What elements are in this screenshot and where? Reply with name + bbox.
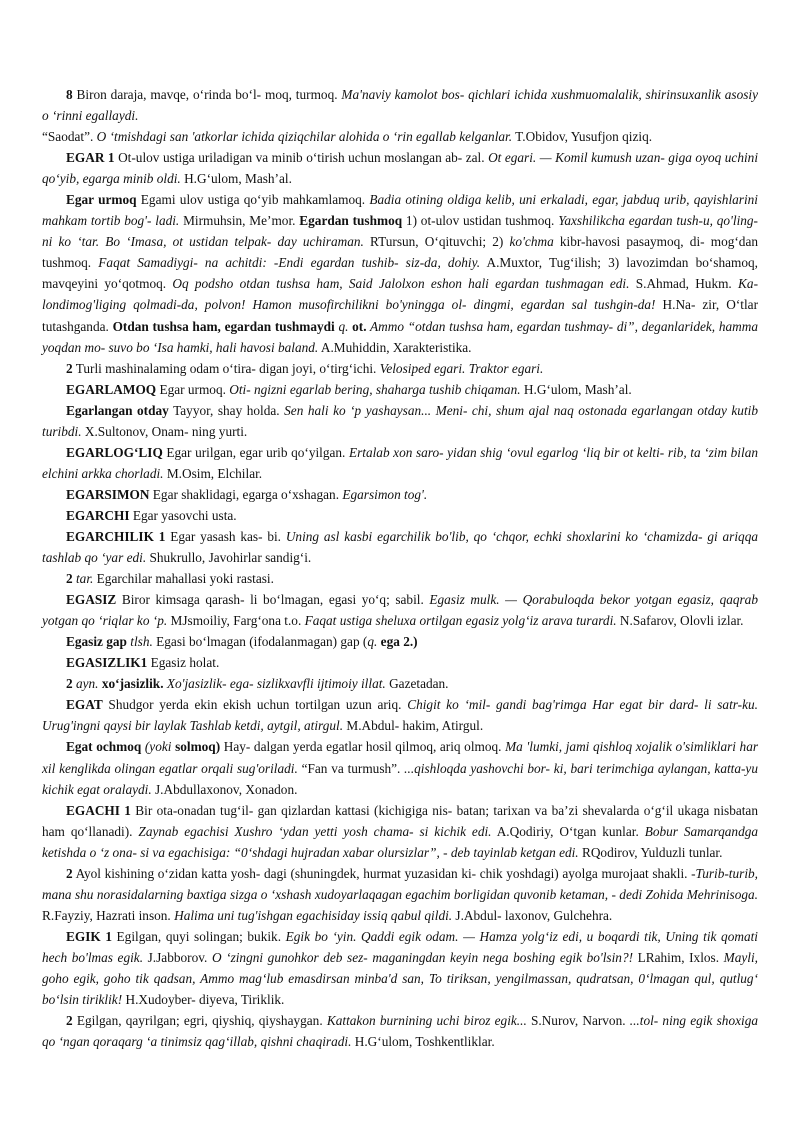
dictionary-entry	[42, 1010, 758, 1052]
example-text: Egasiz mulk. — Qorabuloqda bekor yotgan egasiz, qaqrab yotgan qo ‘riqlar ko ‘p.	[42, 592, 758, 629]
headword: Egasiz gap	[66, 634, 127, 650]
definition-text: RQodirov, Yulduzli tunlar.	[578, 844, 723, 860]
definition-text: Ot-ulov ustiga uriladigan va minib o‘tirish uchun moslangan ab- zal.	[114, 150, 489, 166]
headword: 2	[66, 1013, 73, 1029]
example-text: Oq podsho otdan tushsa ham, Said Jalolxon eshon hali egardan tushmagan edi.	[172, 276, 630, 292]
example-text: Badia otining oldiga kelib, uni erkaladi, egar, jabduq urib, qayishlarini mahkam tortib bog'- ladi.	[42, 192, 758, 229]
definition-text: MJsmoiliy, Farg‘ona t.o.	[167, 613, 305, 629]
example-text: (yoki	[141, 739, 172, 755]
definition-text: Egilgan, qayrilgan; egri, qiyshiq, qiyshaygan.	[72, 1013, 327, 1029]
dictionary-entry	[42, 400, 758, 442]
definition-text: N.Safarov, Olovli izlar.	[616, 613, 744, 629]
dictionary-entry	[42, 589, 758, 631]
definition-text: Egasi bo‘lmagan (ifodalanmagan) gap (	[152, 634, 368, 650]
example-text: Bobur Samarqandga ketishda o ‘z ona- si va egachisiga: “0‘shdagi hujradan xabar olursizlar”, - deb tayinlab ketgan edi.	[42, 823, 759, 860]
definition-text: S.Nurov, Narvon.	[526, 1013, 630, 1029]
headword: solmoq)	[175, 739, 221, 755]
definition-text: RTursun, O‘qituvchi; 2)	[363, 234, 510, 250]
example-text: Zaynab egachisi Xushro ‘ydan yetti yosh chama- si kichik edi.	[138, 823, 492, 839]
definition-text: Egarchilar mahallasi yoki rastasi.	[93, 571, 274, 587]
example-text: ayn.	[72, 676, 99, 692]
definition-text: Egasiz holat.	[147, 655, 220, 671]
definition-text: X.Sultonov, Onam- ning yurti.	[81, 423, 248, 439]
definition-text: Egar yasovchi usta.	[129, 507, 237, 523]
definition-text: Egami ulov ustiga qo‘yib mahkamlamoq.	[136, 192, 370, 208]
example-text: Oti- ngizni egarlab bering, shaharga tushib chiqaman.	[229, 381, 521, 397]
example-text: tar.	[72, 571, 94, 587]
example-text: ko'chma	[509, 234, 554, 250]
example-text: Velosiped egari. Traktor egari.	[379, 360, 544, 376]
example-text: Egik bo ‘yin. Qaddi egik odam. — Hamza yolg‘iz edi, u boqardi tik, Uning tik qomati hech bo'lmas egik.	[42, 928, 758, 965]
example-text: Ma 'lumki, jami qishloq xojalik o'simliklari har xil kenglikda olingan egatlar orqali sug'oriladi.	[42, 739, 759, 776]
definition-text: H.G‘ulom, Mash’al.	[180, 171, 292, 187]
headword: Egarlangan otday	[66, 402, 169, 418]
definition-text: kibr-havosi pasaymoq, di- mog‘dan tushmoq.	[42, 234, 759, 271]
headword: 2	[66, 865, 73, 881]
definition-text: Egilgan, quyi solingan; bukik.	[111, 928, 286, 944]
definition-text: S.Ahmad, Hukm.	[629, 276, 739, 292]
definition-text: Turli mashinalaming odam o‘tira- digan joyi, o‘tirg‘ichi.	[72, 360, 380, 376]
headword: EGARCHILIK 1	[66, 528, 166, 544]
definition-text: Biror kimsaga qarash- li bo‘lmagan, egasi yo‘q; sabil.	[116, 592, 430, 608]
dictionary-entry	[42, 505, 758, 526]
example-text: -Turib-turib, mana shu norasidalarning baxtiga sizga o ‘xshash xudoyarlaqagan egachim borligidan quvonib ketaman, - dedi Zohida Mehrinisoga.	[42, 865, 758, 902]
headword: EGARLOG‘LIQ	[66, 444, 163, 460]
definition-text: Gazetadan.	[385, 676, 449, 692]
headword: EGARCHI	[66, 507, 130, 523]
definition-text: Egar shaklidagi, egarga o‘xshagan.	[149, 486, 343, 502]
dictionary-entry	[42, 673, 758, 694]
definition-text: “Saodat”.	[42, 129, 97, 145]
headword: EGASIZLIK1	[66, 655, 148, 671]
definition-text: Egar urmoq.	[156, 381, 230, 397]
dictionary-entry	[42, 147, 758, 189]
headword: EGASIZ	[66, 592, 117, 608]
headword: Otdan tushsa ham, egardan tushmaydi	[112, 318, 335, 334]
definition-text: A.Qodiriy, O‘tgan kunlar.	[491, 823, 645, 839]
example-text: q.	[367, 634, 378, 650]
definition-text: J.Abdullaxonov, Xonadon.	[151, 781, 298, 797]
example-text: Ma'naviy kamolot bos- qichlari ichida xushmuomalalik, shirinsuxanlik asosiy o ‘rinni egallaydi.	[42, 87, 758, 124]
definition-text: Tayyor, shay holda.	[168, 402, 285, 418]
example-text: tlsh.	[126, 634, 153, 650]
dictionary-entry	[42, 126, 758, 147]
headword: ega 2.)	[380, 634, 418, 650]
dictionary-entry	[42, 652, 758, 673]
dictionary-entry	[42, 694, 758, 736]
example-text: Faqat Samadiygi- na achitdi: -Endi egardan tushib- siz-da, dohiy.	[98, 255, 481, 271]
example-text: Ertalab xon saro- yidan shig ‘ovul egarlog ‘liq bir ot kelti- rib, ta ‘zim bilan elchini arkka chorladi.	[42, 444, 758, 481]
headword: Egat ochmoq	[66, 739, 142, 755]
dictionary-entry	[42, 84, 758, 126]
example-text: O ‘tmishdagi san 'atkorlar ichida qiziqchilar alohida o ‘rin egallab kelganlar.	[96, 129, 513, 145]
dictionary-entry	[42, 736, 758, 799]
headword: ot.	[352, 318, 367, 334]
headword: 8	[66, 87, 77, 102]
example-text: Mayli, goho egik, goho tik qadsan, Ammo mag‘lub emasdirsan minba'd san, To tiriksan, yengilmassan, qudratsan, 0‘lmagan qul, qutlug‘ bo‘lsin tiriklik!	[42, 949, 758, 1008]
headword: xo‘jasizlik.	[101, 676, 164, 692]
dictionary-entry	[42, 631, 758, 652]
definition-text: H.G‘ulom, Toshkentliklar.	[351, 1034, 495, 1050]
dictionary-entry	[42, 568, 758, 589]
example-text: Chigit ko ‘mil- gandi bag'rimga Har egat bir dard- li satr-ku. Urug'ingni qaysi bir laylak Tashlab ketdi, aytgil, atirgul.	[42, 697, 758, 734]
example-text: Ot egari. — Komil kumush uzan- giga oyoq uchini qo‘yib, egarga minib oldi.	[42, 150, 759, 187]
definition-text: J.Jabborov.	[143, 949, 212, 965]
definition-text: J.Abdul- laxonov, Gulchehra.	[452, 907, 613, 923]
example-text: ...tol- ning egik shoxiga qo ‘ngan qoraqarg ‘a tinimsiz qag‘illab, qishni chaqiradi.	[42, 1013, 758, 1050]
headword: 2	[66, 571, 73, 587]
dictionary-entry	[42, 379, 758, 400]
headword: EGIK 1	[66, 928, 112, 944]
example-text: Halima uni tug'ishgan egachisiday issiq qabul qildi.	[174, 907, 453, 923]
example-text: Uning asl kasbi egarchilik bo'lib, qo ‘chqor, echki shoxlarini ko ‘chamizda- gi ariqqa tashlab qo ‘yar edi.	[42, 528, 759, 566]
definition-text: Shukrullo, Javohirlar sandig‘i.	[146, 550, 312, 566]
headword: 2	[66, 360, 73, 376]
definition-text: H.Xudoyber- diyeva, Tiriklik.	[122, 992, 285, 1008]
dictionary-entry	[42, 863, 758, 926]
headword: Egar urmoq	[66, 192, 137, 208]
definition-text: 1) ot-ulov ustidan tushmoq.	[402, 213, 559, 229]
dictionary-entry	[42, 926, 758, 1010]
headword: EGACHI 1	[66, 802, 131, 818]
definition-text: Ayol kishining o‘zidan katta yosh- dagi (shuningdek, hurmat yuzasidan ki- chik yoshdagi) ayolga murojaat shakli.	[72, 865, 692, 881]
definition-text: M.Osim, Elchilar.	[163, 465, 263, 481]
headword: EGAT	[66, 697, 103, 713]
dictionary-entry	[42, 358, 758, 379]
example-text: Egarsimon tog'.	[342, 486, 428, 502]
dictionary-entry	[42, 526, 758, 568]
definition-text: LRahim, Ixlos.	[633, 949, 724, 965]
definition-text: Hay- dalgan yerda egatlar hosil qilmoq, ariq olmoq.	[220, 739, 506, 755]
example-text: O ‘zingni gunohkor deb sez- maganingdan keyin nega boshing egik bo'lsin?!	[211, 949, 634, 965]
headword: EGARLAMOQ	[66, 381, 157, 397]
example-text: Sen hali ko ‘p yashaysan... Meni- chi, shum ajal naq ostonada egarlangan otday kutib turibdi.	[42, 402, 758, 439]
definition-text: Egar yasash kas- bi.	[165, 528, 286, 544]
headword: 2	[66, 676, 73, 692]
definition-text: Mirmuhsin, Me’mor.	[179, 213, 300, 229]
example-text: Yaxshilikcha egardan tush-u, qo'ling- ni ko ‘tar. Bo ‘Imasa, ot ustidan telpak- day uchiraman.	[42, 213, 758, 250]
definition-text: M.Abdul- hakim, Atirgul.	[343, 718, 484, 734]
definition-text: “Fan va turmush”.	[297, 760, 405, 776]
headword: EGAR 1	[66, 150, 115, 166]
example-text: q.	[334, 318, 353, 334]
headword: EGARSIMON	[66, 486, 150, 502]
definition-text: A.Muxtor, Tug‘ilish; 3) lavozimdan bo‘shamoq, mavqeyini yo‘qotmoq.	[42, 255, 758, 292]
dictionary-entry	[42, 442, 758, 484]
definition-text: Bir ota-onadan tug‘il- gan qizlardan kattasi (kichigiga nis- batan; tarixan va ba’zi shevalarda o‘g‘il ukaga nisbatan ham qo‘llanadi).	[42, 802, 758, 839]
example-text: Ka- londimog'liging qolmadi-da, polvon! Hamon musofirchilikni bo'yningga ol- dingmi, egardan sal tushgin-da!	[42, 276, 758, 313]
definition-text: A.Muhiddin, Xarakteristika.	[318, 339, 472, 355]
definition-text: H.G‘ulom, Mash’al.	[520, 381, 632, 397]
example-text: Faqat ustiga sheluxa ortilgan egasiz yolg‘iz arava turardi.	[304, 613, 617, 629]
definition-text: Egar urilgan, egar urib qo‘yilgan.	[162, 444, 349, 460]
definition-text: H.Na- zir, O‘tlar tutashganda.	[42, 297, 758, 334]
dictionary-entry	[42, 189, 758, 357]
headword: Egardan tushmoq	[299, 213, 403, 229]
example-text: ...qishloqda yashovchi bor- ki, bari terimchiga aylangan, katta-yu kichik egat oralaydi.	[42, 760, 758, 797]
definition-text: T.Obidov, Yusufjon qiziq.	[512, 129, 653, 145]
dictionary-entry	[42, 800, 758, 863]
definition-text: Biron daraja, mavqe, o‘rinda bo‘l- moq, turmoq.	[76, 87, 342, 102]
dictionary-entry	[42, 484, 758, 505]
example-text: Ammo “otdan tushsa ham, egardan tushmay- di”, deganlaridek, hamma yoqdan mo- suvo bo ‘Isa hamki, hali havosi baland.	[42, 318, 758, 355]
definition-text: R.Fayziy, Hazrati inson.	[42, 907, 175, 923]
example-text: Xo'jasizlik- ega- sizlikxavfli ijtimoiy illat.	[163, 676, 386, 692]
example-text: Kattakon burnining uchi biroz egik...	[326, 1013, 527, 1029]
definition-text: Shudgor yerda ekin ekish uchun tortilgan uzun ariq.	[102, 697, 408, 713]
